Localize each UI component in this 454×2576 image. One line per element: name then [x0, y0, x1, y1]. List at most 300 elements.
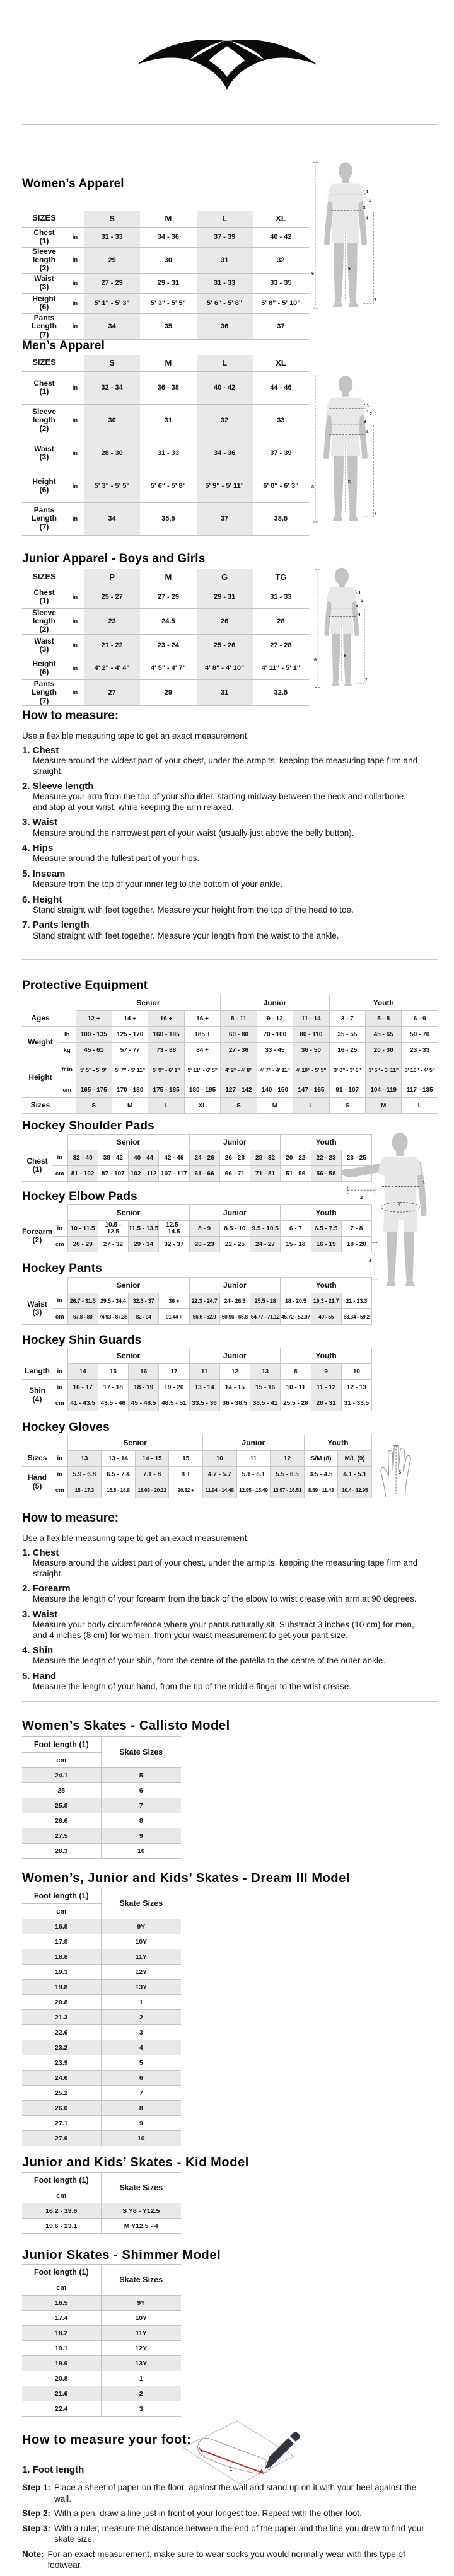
- table-row: [22, 586, 309, 608]
- table-cell: 147 - 165: [293, 1082, 329, 1098]
- table-row: [22, 2116, 181, 2131]
- measure-instruction: [22, 1609, 431, 1641]
- foot-length-cell: 22.6: [22, 2025, 101, 2040]
- table-cell: 6 - 9: [402, 1011, 438, 1027]
- table-cell: 9 - 12: [257, 1011, 293, 1027]
- instruction-term: 5. Hand: [22, 1670, 57, 1682]
- junior-figure-diagram: [314, 561, 370, 700]
- svg-text:3: 3: [363, 204, 366, 211]
- table-row: [22, 2025, 181, 2040]
- table-cell: 29 - 34: [129, 1237, 159, 1252]
- table-row: [22, 313, 309, 339]
- table-cell: 7.1 - 8: [135, 1467, 169, 1482]
- table-cell: 33: [253, 404, 309, 437]
- table-cell: 87 - 107: [98, 1166, 128, 1182]
- table-cell: 31: [197, 247, 253, 273]
- group-header: Youth: [281, 1348, 372, 1364]
- table-cell: 12: [219, 1364, 250, 1380]
- table-cell: 45 - 65: [366, 1027, 402, 1043]
- svg-text:2: 2: [369, 197, 372, 204]
- table-cell: 33 - 45: [257, 1043, 293, 1058]
- table-cell: 10: [202, 1451, 236, 1467]
- unit-label: cm: [52, 1395, 67, 1411]
- table-cell: 6.5 - 7.4: [102, 1467, 136, 1482]
- table-cell: 16 - 19: [311, 1237, 341, 1252]
- table-row: [22, 2203, 181, 2219]
- table-cell: 29 - 31: [197, 586, 253, 608]
- table-cell: L: [148, 1098, 184, 1114]
- column-header: M: [140, 355, 196, 371]
- table-cell: 18.03 - 20.32: [135, 1482, 169, 1498]
- table-cell: 27: [84, 679, 140, 705]
- svg-text:6: 6: [314, 656, 317, 662]
- table-cell: 20.32 +: [169, 1482, 203, 1498]
- table-cell: 14 - 15: [135, 1451, 169, 1467]
- table-cell: 56.6 - 62.9: [189, 1309, 219, 1325]
- group-header: Senior: [67, 1348, 189, 1364]
- table-cell: M/L (9): [338, 1451, 372, 1467]
- table-row: [22, 502, 309, 535]
- table-cell: 8.89 - 11.43: [304, 1482, 338, 1498]
- table-cell: 32: [197, 404, 253, 437]
- size-table: [22, 569, 309, 706]
- instruction-text: Measure around the widest part of your chest, under the armpits, keeping the measuring tape firm and straight.: [33, 756, 418, 776]
- column-header: M: [140, 211, 196, 227]
- table-row: [22, 2386, 181, 2401]
- table-cell: 64.77 - 71.12: [250, 1309, 281, 1325]
- skate-size-cell: M Y12.5 - 4: [101, 2219, 181, 2234]
- table-cell: 28 - 31: [311, 1395, 341, 1411]
- section-title: Hockey Gloves: [22, 1421, 110, 1434]
- foot-length-cell: 16.8: [22, 1919, 101, 1934]
- column-header: M: [140, 569, 196, 586]
- group-header: Junior: [189, 1348, 281, 1364]
- group-header: Youth: [329, 995, 438, 1011]
- section-title: Hockey Shoulder Pads: [22, 1119, 154, 1133]
- table-cell: 24 - 26: [189, 1150, 219, 1166]
- svg-text:7: 7: [374, 511, 377, 517]
- measure-instruction: [22, 1547, 431, 1579]
- svg-text:5: 5: [347, 479, 351, 485]
- table-row: [22, 2040, 181, 2055]
- table-row: [22, 1058, 438, 1082]
- unit-label: lb: [59, 1027, 76, 1043]
- table-row: [22, 2296, 181, 2311]
- shimmer-skates-table: [22, 2264, 181, 2417]
- unit-label: in: [66, 502, 84, 535]
- row-label: Forearm (2): [22, 1221, 52, 1252]
- table-row: [22, 1293, 372, 1309]
- table-cell: 185 +: [184, 1027, 220, 1043]
- table-row: [22, 1798, 181, 1813]
- section-title: Women’s, Junior and Kids’ Skates - Dream III Model: [22, 1871, 351, 1885]
- foot-length-cell: 19.3: [22, 1965, 101, 1980]
- svg-text:1: 1: [366, 402, 370, 408]
- row-label: Pants Length (7): [22, 313, 66, 339]
- table-row: [22, 1027, 438, 1043]
- instruction-term: 2. Sleeve length: [22, 781, 94, 792]
- table-cell: 36: [197, 313, 253, 339]
- column-header: Skate Sizes: [101, 1737, 181, 1768]
- row-label: Sleeve length (2): [22, 247, 66, 273]
- instruction-text: Measure around the widest part of your chest, under the armpits, keeping the measuring tape firm and straight.: [33, 1558, 418, 1578]
- table-cell: 73 - 88: [148, 1043, 184, 1058]
- gloves-table: [22, 1435, 372, 1498]
- instruction-text: Stand straight with feet together. Measure your length from the waist to the ankle.: [33, 930, 339, 940]
- measure-instruction: [22, 817, 431, 838]
- table-cell: 16 +: [148, 1011, 184, 1027]
- foot-length-cell: 24.6: [22, 2071, 101, 2086]
- foot-length-cell: 20.8: [22, 2371, 101, 2386]
- group-header: Senior: [67, 1135, 189, 1150]
- table-cell: 26.7 - 31.5: [67, 1293, 98, 1309]
- measure-instruction: [22, 1671, 431, 1692]
- table-cell: 40 - 42: [197, 371, 253, 404]
- column-header: S: [84, 355, 140, 371]
- sizes-label: SIZES: [22, 355, 66, 371]
- table-row: [22, 2356, 181, 2371]
- step-label: Step 3:: [22, 2523, 51, 2533]
- table-row: [22, 1949, 181, 1965]
- instructions-intro: Use a flexible measuring tape to get an exact measurement.: [22, 731, 250, 741]
- table-row: [22, 1934, 181, 1949]
- table-cell: M: [366, 1098, 402, 1114]
- how-to-measure-equipment: [22, 1511, 431, 1692]
- row-label: Pants Length (7): [22, 502, 66, 535]
- section-title: Men’s Apparel: [22, 339, 105, 352]
- svg-text:2: 2: [361, 598, 364, 604]
- table-cell: 35: [140, 313, 196, 339]
- table-cell: 107 - 117: [159, 1166, 189, 1182]
- table-cell: 9: [311, 1364, 341, 1380]
- table-cell: 31: [197, 679, 253, 705]
- foot-length-cell: 27.1: [22, 2116, 101, 2131]
- instruction-term: 3. Waist: [22, 1609, 58, 1620]
- table-cell: 43.5 - 46: [98, 1395, 128, 1411]
- sizes-label: SIZES: [22, 211, 66, 227]
- sizes-label: SIZES: [22, 569, 66, 586]
- step-label: Step 1:: [22, 2483, 51, 2492]
- table-cell: XL: [184, 1098, 220, 1114]
- table-row: [22, 1150, 372, 1166]
- svg-text:1: 1: [366, 188, 369, 195]
- size-table: [22, 1277, 372, 1325]
- table-cell: 71 - 81: [250, 1166, 281, 1182]
- table-cell: 28: [253, 608, 309, 634]
- table-cell: 31 - 33: [140, 437, 196, 470]
- column-header: G: [197, 569, 253, 586]
- table-cell: 12 - 13: [341, 1380, 371, 1395]
- section-title: How to measure:: [22, 1511, 119, 1525]
- table-cell: 5' 6" - 5' 8": [140, 470, 196, 502]
- table-row: [22, 1380, 372, 1395]
- table-cell: 127 - 142: [221, 1082, 257, 1098]
- svg-text:4: 4: [365, 215, 368, 221]
- table-cell: 32 - 37: [159, 1237, 189, 1252]
- table-cell: 45 - 48.5: [129, 1395, 159, 1411]
- foot-length-cell: 17.8: [22, 1934, 101, 1949]
- table-row: [22, 608, 309, 634]
- table-header-row: [22, 569, 309, 586]
- table-cell: 14: [67, 1364, 98, 1380]
- table-row: [22, 657, 309, 679]
- unit-label: in: [52, 1221, 67, 1237]
- table-cell: 32.3 - 37: [129, 1293, 159, 1309]
- table-cell: 10 - 11: [281, 1380, 311, 1395]
- table-cell: 48.5 - 51: [159, 1395, 189, 1411]
- unit-label: in: [66, 247, 84, 273]
- table-cell: 27 - 28: [253, 634, 309, 657]
- table-cell: 11 - 12: [311, 1380, 341, 1395]
- step-label: Step 2:: [22, 2509, 51, 2519]
- table-cell: 11.5 - 13.5: [129, 1221, 159, 1237]
- instruction-text: Measure from the top of your inner leg to the bottom of your ankle.: [33, 879, 283, 889]
- table-cell: 61 - 66: [189, 1166, 219, 1182]
- column-header: TG: [253, 569, 309, 586]
- table-header-row: [22, 1737, 181, 1753]
- table-cell: 53.34 - 59.2: [341, 1309, 371, 1325]
- table-cell: 51 - 56: [281, 1166, 311, 1182]
- instruction-term: 2. Forearm: [22, 1583, 71, 1595]
- junior-apparel-table: [22, 569, 309, 706]
- foot-length-cell: 26.6: [22, 1813, 101, 1828]
- table-row: [22, 1166, 372, 1182]
- skate-size-cell: 9: [101, 2116, 181, 2131]
- svg-text:6: 6: [311, 270, 315, 276]
- row-label: Sizes: [22, 1451, 52, 1467]
- row-label: Chest (1): [22, 227, 66, 247]
- instruction-term: 4. Hips: [22, 843, 54, 854]
- foot-length-cell: 17.4: [22, 2311, 101, 2326]
- table-cell: 15 - 18: [281, 1237, 311, 1252]
- table-cell: 66 - 71: [219, 1166, 250, 1182]
- unit-label: in: [66, 404, 84, 437]
- table-cell: 13: [250, 1364, 281, 1380]
- table-row: [22, 2101, 181, 2116]
- table-cell: 15 - 16: [250, 1380, 281, 1395]
- table-row: [22, 1995, 181, 2010]
- instruction-text: Measure around the fullest part of your hips.: [33, 853, 200, 863]
- table-cell: 27 - 29: [140, 586, 196, 608]
- unit-label: in: [66, 371, 84, 404]
- table-row: [22, 2401, 181, 2417]
- table-cell: 10.4 - 12.95: [338, 1482, 372, 1498]
- skate-size-cell: 12Y: [101, 1965, 181, 1980]
- table-cell: 15 - 17.3: [67, 1482, 102, 1498]
- step-text: With a pen, draw a line just in front of your longest toe. Repeat with the other foot.: [54, 2509, 362, 2519]
- table-cell: 37: [253, 313, 309, 339]
- table-cell: 60 - 80: [221, 1027, 257, 1043]
- table-cell: 38.5 - 41: [250, 1395, 281, 1411]
- instruction-term: 3. Waist: [22, 817, 58, 828]
- unit-label: in: [66, 227, 84, 247]
- kid-skates-table: [22, 2172, 181, 2234]
- unit-label: in: [52, 1380, 67, 1395]
- table-row: [22, 2086, 181, 2101]
- unit-label: ft in: [59, 1058, 76, 1082]
- table-row: [22, 1237, 372, 1252]
- table-cell: 5' 7" - 5' 11": [112, 1058, 148, 1082]
- table-row: [22, 1467, 372, 1482]
- table-cell: 32: [253, 247, 309, 273]
- table-cell: 160 - 195: [148, 1027, 184, 1043]
- row-label: Hand (5): [22, 1467, 52, 1498]
- table-cell: 5.5 - 6.5: [271, 1467, 305, 1482]
- table-cell: 27 - 36: [221, 1043, 257, 1058]
- table-cell: 16: [129, 1364, 159, 1380]
- group-header: Youth: [281, 1278, 372, 1293]
- table-cell: 34 - 36: [140, 227, 196, 247]
- table-row: [22, 1919, 181, 1934]
- table-cell: M: [112, 1098, 148, 1114]
- svg-text:1: 1: [422, 1179, 426, 1186]
- table-row: [22, 2341, 181, 2356]
- table-cell: 38 - 42: [98, 1150, 128, 1166]
- group-header: Senior: [67, 1278, 189, 1293]
- table-row: [22, 1011, 438, 1027]
- table-cell: 29.5 - 34.4: [98, 1293, 128, 1309]
- table-cell: 8 - 9: [189, 1221, 219, 1237]
- table-cell: 23 - 24: [140, 634, 196, 657]
- group-header: Junior: [189, 1135, 281, 1150]
- table-cell: 175 - 185: [148, 1082, 184, 1098]
- size-table: [22, 1888, 181, 2146]
- foot-measure-step: [22, 2549, 431, 2571]
- instruction-text: Measure your arm from the top of your shoulder, starting midway between the neck and collarbone, and stop at your wrist, while keeping the arm relaxed.: [33, 792, 407, 812]
- skate-size-cell: 2: [101, 2010, 181, 2025]
- table-cell: 4' 2" - 4' 4": [84, 657, 140, 679]
- table-cell: 3 - 7: [329, 1011, 365, 1027]
- svg-text:2: 2: [370, 411, 373, 417]
- table-cell: 10.5 - 12.5: [98, 1221, 128, 1237]
- table-cell: 5' 8" - 5' 10": [253, 293, 309, 313]
- foot-length-cell: 22.4: [22, 2401, 101, 2417]
- size-table: [22, 1435, 372, 1498]
- table-cell: 16 +: [184, 1011, 220, 1027]
- table-cell: 102 - 112: [129, 1166, 159, 1182]
- table-cell: 21 - 22: [84, 634, 140, 657]
- table-row: [22, 1844, 181, 1859]
- table-row: [22, 2055, 181, 2071]
- svg-text:3: 3: [356, 603, 359, 609]
- table-cell: 11.94 - 14.48: [202, 1482, 236, 1498]
- table-row: [22, 1043, 438, 1058]
- table-cell: 31 - 33: [84, 227, 140, 247]
- table-cell: 5' 9" - 6' 1": [148, 1058, 184, 1082]
- table-cell: 70 - 100: [257, 1027, 293, 1043]
- foot-length-cell: 16.2 - 19.6: [22, 2203, 101, 2219]
- table-cell: 37: [197, 502, 253, 535]
- table-row: [22, 1783, 181, 1798]
- table-cell: 12.95 - 15.49: [236, 1482, 271, 1498]
- table-row: [22, 1364, 372, 1380]
- table-cell: 33.5 - 36: [189, 1395, 219, 1411]
- skate-size-cell: 8: [101, 2101, 181, 2116]
- skate-size-cell: 2: [101, 2386, 181, 2401]
- table-cell: 117 - 135: [402, 1082, 438, 1098]
- table-cell: 8 +: [169, 1467, 203, 1482]
- table-cell: 45.72 - 52.07: [281, 1309, 311, 1325]
- table-cell: 20 - 30: [366, 1043, 402, 1058]
- table-cell: 4' 8" - 4' 10": [197, 657, 253, 679]
- table-cell: S: [221, 1098, 257, 1114]
- foot-length-cell: 25.2: [22, 2086, 101, 2101]
- measure-instruction: [22, 920, 431, 941]
- table-cell: 27 - 32: [98, 1237, 128, 1252]
- foot-length-item-title: 1. Foot length: [22, 2464, 84, 2475]
- table-cell: 11: [236, 1451, 271, 1467]
- section-title: Junior Apparel - Boys and Girls: [22, 552, 206, 565]
- instruction-text: Stand straight with feet together. Measure your height from the top of the head to toe.: [33, 904, 354, 915]
- table-cell: 6 - 7: [281, 1221, 311, 1237]
- table-cell: 32 - 40: [67, 1150, 98, 1166]
- measure-instruction: [22, 843, 431, 864]
- row-label: Height (6): [22, 293, 66, 313]
- table-cell: 24 - 27: [250, 1237, 281, 1252]
- table-cell: 9.5 - 10.5: [250, 1221, 281, 1237]
- unit-label: in: [66, 273, 84, 293]
- unit-label: in: [66, 313, 84, 339]
- skate-size-cell: 10Y: [101, 1934, 181, 1949]
- table-cell: 22.3 - 24.7: [189, 1293, 219, 1309]
- table-cell: 26 - 28: [219, 1150, 250, 1166]
- unit-label: cm: [52, 1482, 67, 1498]
- table-cell: 11 - 14: [293, 1011, 329, 1027]
- table-cell: 74.93 - 87.38: [98, 1309, 128, 1325]
- table-cell: L: [402, 1098, 438, 1114]
- table-cell: 6.5 - 7.5: [311, 1221, 341, 1237]
- unit-label: cm: [22, 1904, 101, 1919]
- table-cell: 15: [98, 1364, 128, 1380]
- table-cell: 3' 0" - 3' 6": [329, 1058, 365, 1082]
- foot-measure-illustration: [175, 2411, 301, 2488]
- row-label: Pants Length (7): [22, 679, 66, 705]
- table-cell: 125 - 170: [112, 1027, 148, 1043]
- table-cell: 22 - 25: [219, 1237, 250, 1252]
- section-title: Women’s Apparel: [22, 177, 124, 190]
- table-cell: 6' 0" - 6' 3": [253, 470, 309, 502]
- table-row: [22, 404, 309, 437]
- instruction-term: 1. Chest: [22, 745, 59, 756]
- size-table: [22, 2172, 181, 2234]
- unit-label: in: [66, 608, 84, 634]
- svg-text:3: 3: [398, 1201, 401, 1207]
- unit-label: cm: [52, 1166, 67, 1182]
- how-to-measure-apparel: [22, 709, 431, 941]
- table-cell: 7 - 8: [341, 1221, 371, 1237]
- table-header-row: [22, 2173, 181, 2188]
- table-cell: 4' 7" - 4' 11": [257, 1058, 293, 1082]
- foot-measure-step: [22, 2523, 431, 2545]
- row-label: Sizes: [22, 1098, 59, 1114]
- table-cell: 80 - 110: [293, 1027, 329, 1043]
- table-cell: 37 - 39: [253, 437, 309, 470]
- table-cell: 82 - 94: [129, 1309, 159, 1325]
- table-cell: 25 - 26: [197, 634, 253, 657]
- divider: [22, 124, 438, 125]
- measure-instruction: [22, 745, 431, 777]
- instruction-term: 5. Inseam: [22, 868, 66, 879]
- instruction-text: Measure the length of your hand, from the tip of the middle finger to the wrist crease.: [33, 1682, 352, 1692]
- table-cell: 4' 5" - 4' 7": [140, 657, 196, 679]
- foot-length-cell: 18.8: [22, 1949, 101, 1965]
- foot-measure-step: [22, 2508, 431, 2519]
- skate-size-cell: 3: [101, 2401, 181, 2417]
- svg-text:4: 4: [358, 611, 361, 617]
- unit-label: in: [66, 634, 84, 657]
- group-header-row: [22, 1435, 372, 1451]
- skate-size-cell: 13Y: [101, 1980, 181, 1995]
